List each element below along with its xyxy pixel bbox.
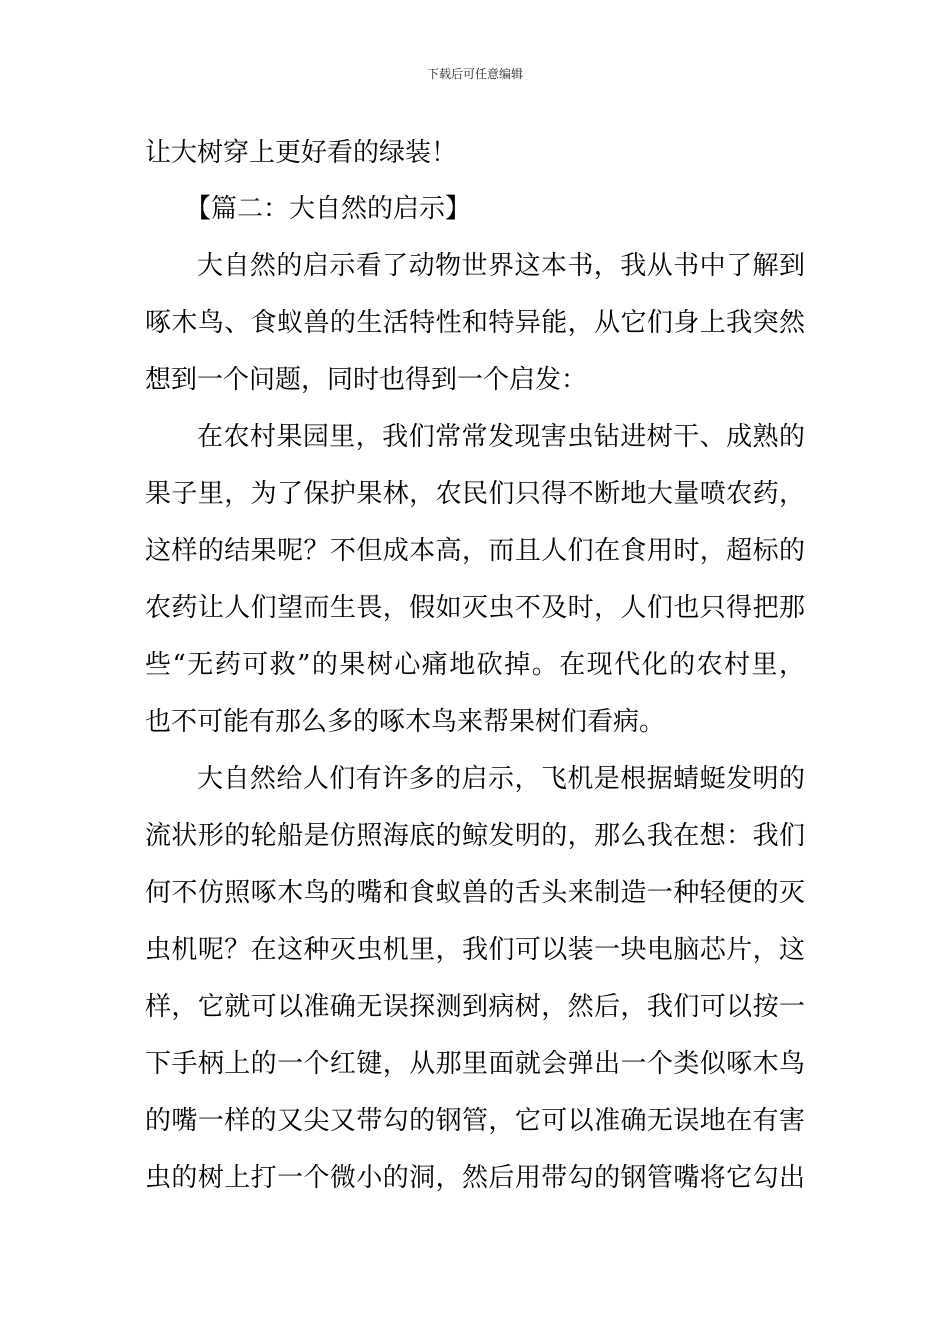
section-heading: 【篇二：大自然的启示】 <box>185 194 472 224</box>
text-line: 让大树穿上更好看的绿装！ <box>145 138 458 168</box>
text-line: 何不仿照啄木鸟的嘴和食蚁兽的舌头来制造一种轻便的灭 <box>145 878 805 908</box>
text-line: 在农村果园里，我们常常发现害虫钻进树干、成熟的 <box>197 422 805 452</box>
text-line: 大自然给人们有许多的启示，飞机是根据蜻蜓发明的 <box>197 764 805 794</box>
text-line: 些“无药可救”的果树心痛地砍掉。在现代化的农村里， <box>145 650 805 680</box>
text-line: 虫的树上打一个微小的洞，然后用带勾的钢管嘴将它勾出 <box>145 1163 805 1193</box>
text-line: 虫机呢？在这种灭虫机里，我们可以装一块电脑芯片，这 <box>145 935 805 965</box>
text-line: 果子里，为了保护果林，农民们只得不断地大量喷农药， <box>145 479 805 509</box>
text-line: 下手柄上的一个红键，从那里面就会弹出一个类似啄木鸟 <box>145 1049 805 1079</box>
text-line: 也不可能有那么多的啄木鸟来帮果树们看病。 <box>145 707 666 737</box>
text-line: 农药让人们望而生畏，假如灭虫不及时，人们也只得把那 <box>145 593 805 623</box>
text-line: 想到一个问题，同时也得到一个启发： <box>145 365 588 395</box>
text-line: 啄木鸟、食蚁兽的生活特性和特异能，从它们身上我突然 <box>145 308 805 338</box>
text-line: 的嘴一样的又尖又带勾的钢管，它可以准确无误地在有害 <box>145 1106 805 1136</box>
text-line: 流状形的轮船是仿照海底的鲸发明的，那么我在想：我们 <box>145 821 805 851</box>
text-line: 这样的结果呢？不但成本高，而且人们在食用时，超标的 <box>145 536 805 566</box>
text-line: 大自然的启示看了动物世界这本书，我从书中了解到 <box>197 251 805 281</box>
page-header-note: 下载后可任意编辑 <box>426 67 523 81</box>
text-line: 样，它就可以准确无误探测到病树，然后，我们可以按一 <box>145 992 805 1022</box>
